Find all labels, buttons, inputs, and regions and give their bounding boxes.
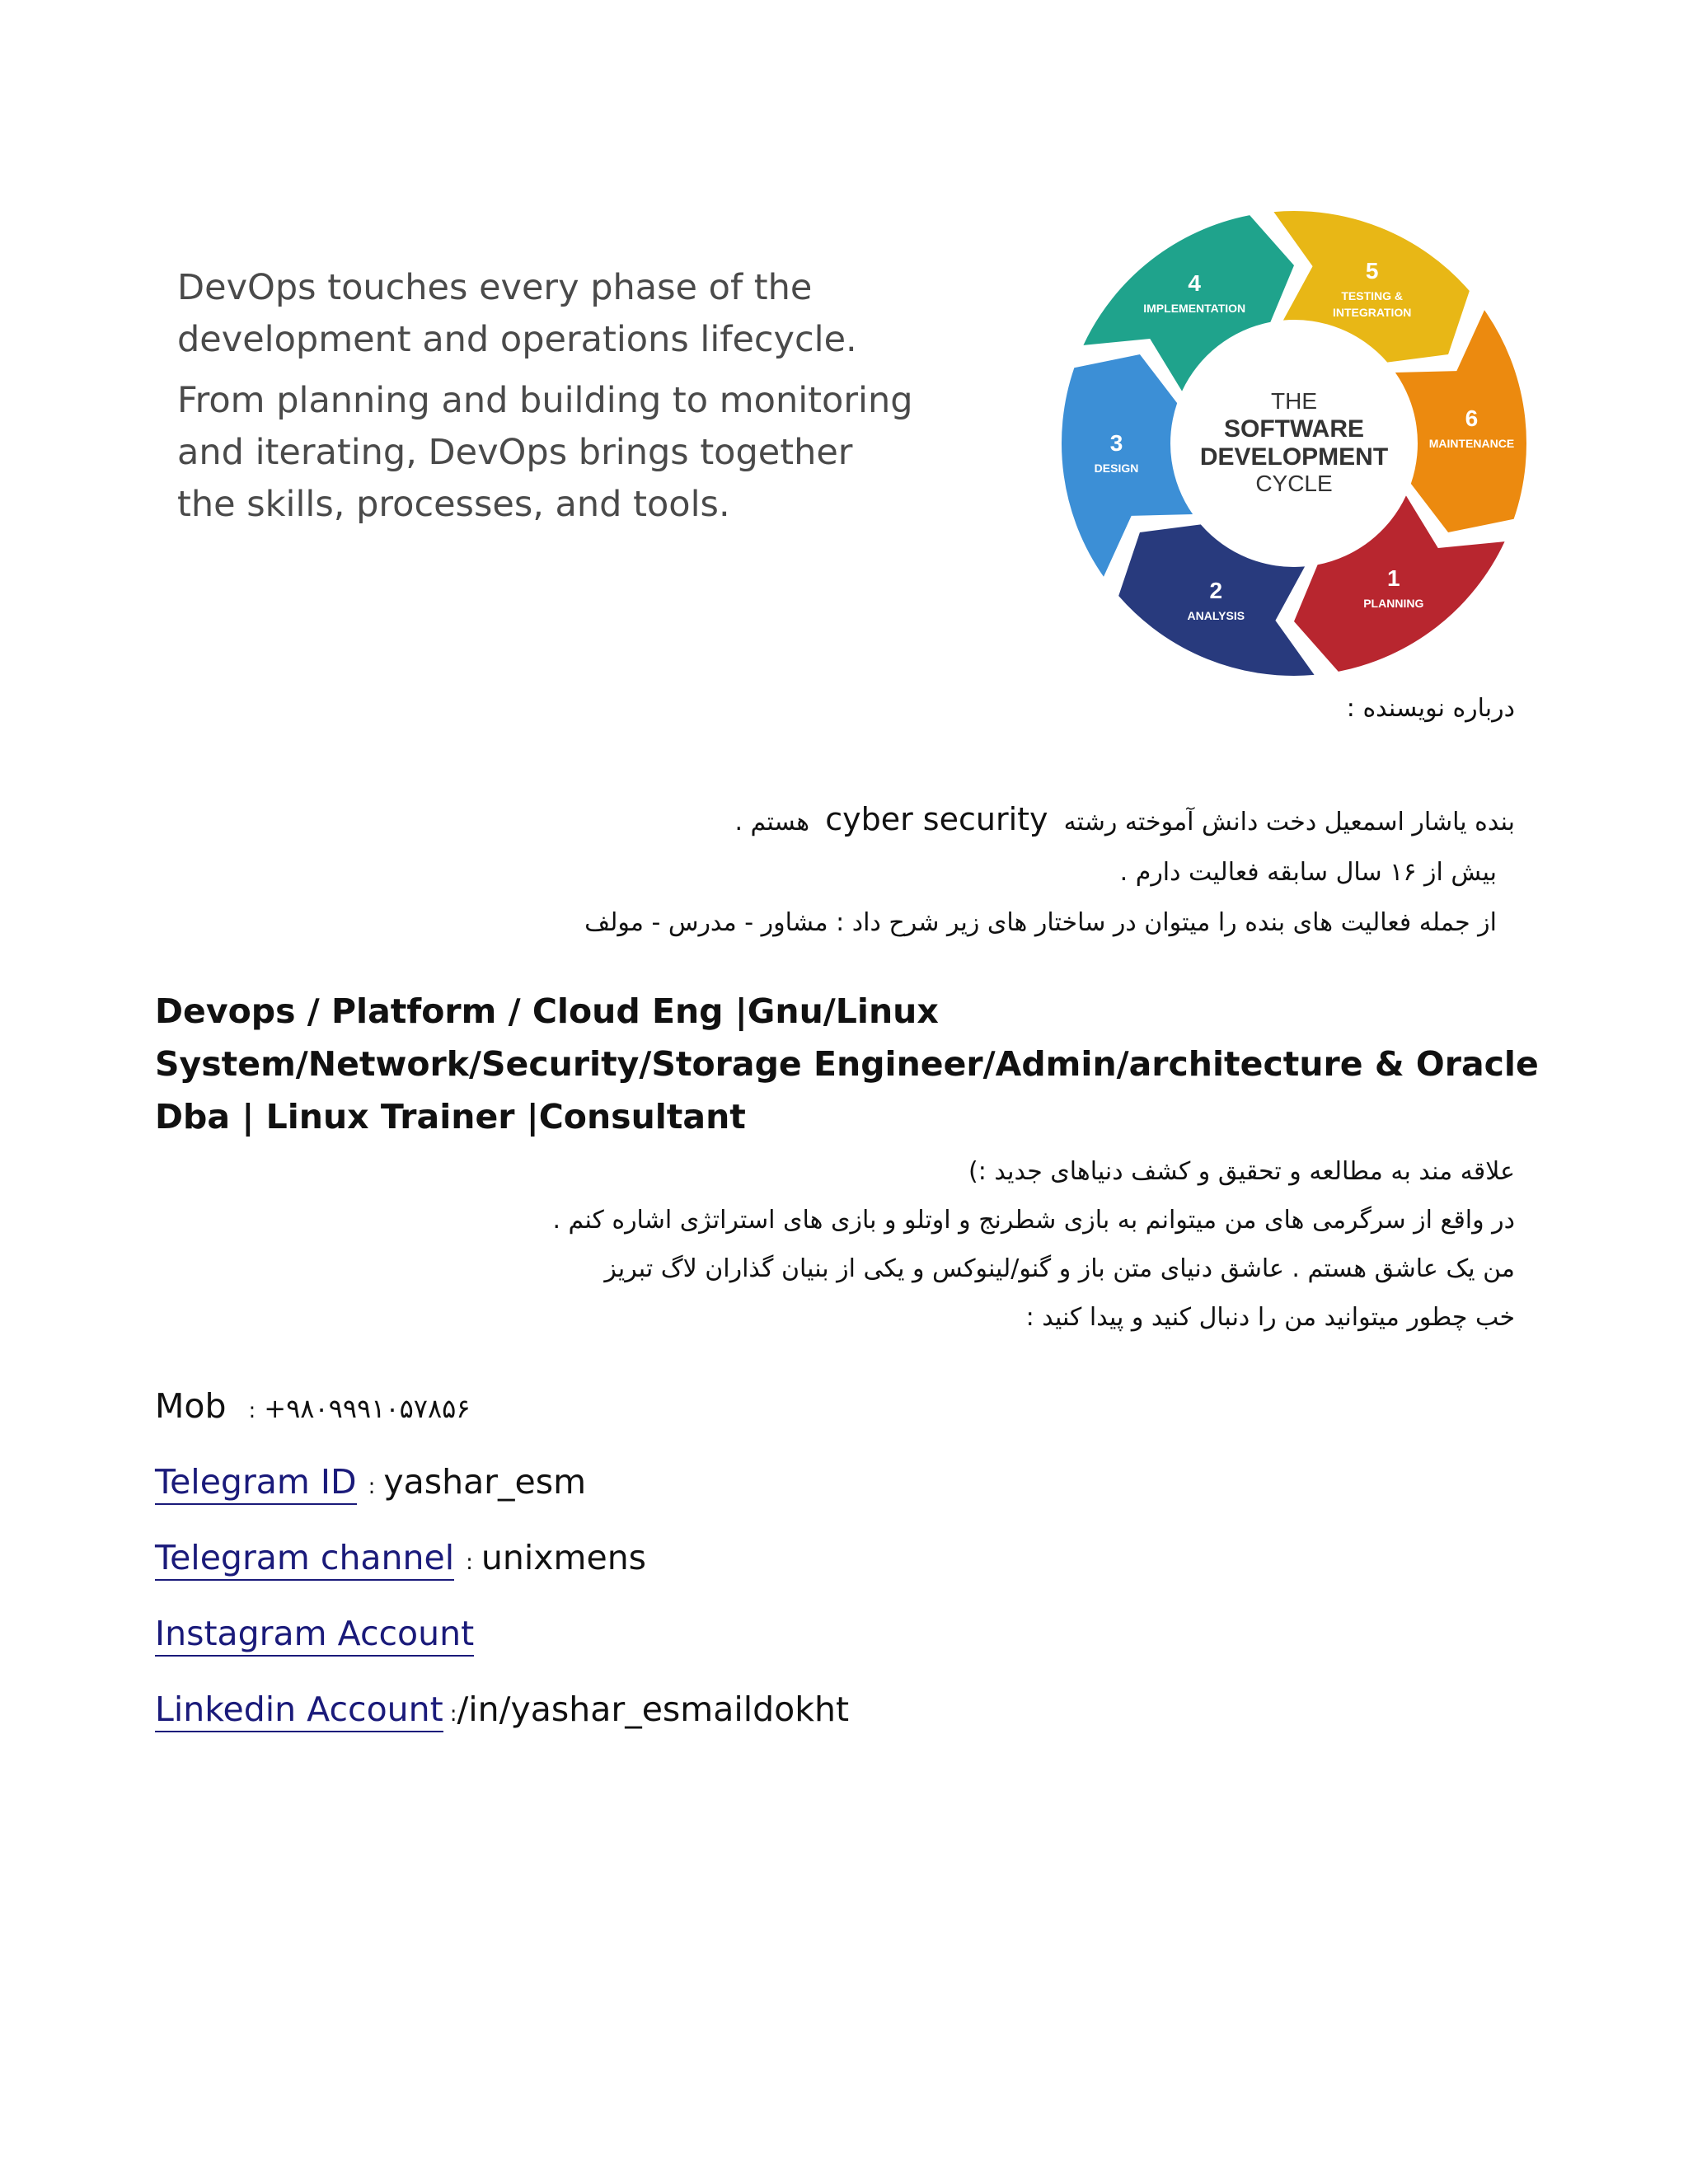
contact-linkedin — [155, 1685, 849, 1760]
intro-post: هستم . — [734, 808, 810, 837]
cycle-phase-label-3: DESIGN — [1094, 462, 1139, 476]
hero-line-2: From planning and building to monitoring and iterating, DevOps brings together the skills, processes, and tools. — [177, 380, 913, 525]
intro-field: cyber security — [825, 801, 1048, 837]
cycle-phase-number-1: 1 — [1386, 565, 1400, 592]
author-intro — [584, 794, 1515, 948]
mob-separator: : — [248, 1399, 256, 1423]
cycle-center-line-4: CYCLE — [1255, 471, 1333, 496]
cycle-phase-label2-5: INTEGRATION — [1332, 305, 1412, 319]
cycle-phase-number-5: 5 — [1365, 257, 1379, 284]
cycle-center-line-3: DEVELOPMENT — [1199, 443, 1389, 471]
cycle-phase-number-6: 6 — [1465, 405, 1479, 431]
mob-label: Mob — [155, 1386, 227, 1426]
contact-telegram-channel — [155, 1533, 849, 1609]
interests-line-3: من یک عاشق هستم . عاشق دنیای متن باز و گنو/لینوکس و یکی از بنیان گذاران لاگ تبریز — [604, 1254, 1515, 1283]
roles-heading: Devops / Platform / Cloud Eng |Gnu/Linux System/Network/Security/Storage Engineer/Admin/architecture & Oracle Dba | Linux Trainer |Consultant — [155, 991, 1539, 1137]
cycle-center-line-2: SOFTWARE — [1224, 415, 1364, 443]
telegram-id-separator: : — [368, 1474, 376, 1499]
telegram-id-link[interactable]: Telegram ID — [155, 1462, 357, 1505]
cycle-phase-number-2: 2 — [1209, 578, 1223, 604]
cycle-phase-label-4: IMPLEMENTATION — [1143, 301, 1246, 315]
contact-instagram — [155, 1609, 849, 1685]
contacts — [155, 1381, 849, 1760]
instagram-account-link[interactable]: Instagram Account — [155, 1614, 474, 1657]
linkedin-separator: : — [449, 1702, 457, 1727]
cycle-phase-number-4: 4 — [1188, 269, 1202, 296]
interests-line-2: در واقع از سرگرمی های من میتوانم به بازی شطرنج و اوتلو و بازی های استراتژی اشاره کنم . — [552, 1206, 1515, 1235]
cycle-center-line-1: THE — [1271, 388, 1317, 414]
cycle-phase-label-1: PLANNING — [1363, 597, 1424, 611]
interests-line-1: علاقه مند به مطالعه و تحقیق و کشف دنیاهای جدید :) — [968, 1157, 1515, 1186]
hero-line-1: DevOps touches every phase of the development and operations lifecycle. — [177, 267, 857, 360]
cycle-phase-number-3: 3 — [1109, 430, 1123, 457]
cycle-phase-label-5: TESTING & — [1341, 288, 1404, 302]
telegram-id-value: yashar_esm — [383, 1462, 587, 1502]
software-development-cycle-diagram — [1047, 196, 1541, 691]
about-author-title: درباره نویسنده : — [1346, 694, 1515, 723]
cycle-phase-label-6: MAINTENANCE — [1428, 436, 1515, 450]
experience-line: بیش از ۱۶ سال سابقه فعالیت دارم . — [1119, 858, 1497, 887]
linkedin-value: /in/yashar_esmaildokht — [457, 1690, 850, 1729]
interests-line-4: خب چطور میتوانید من را دنبال کنید و پیدا کنید : — [1025, 1303, 1515, 1332]
activities-line: از جمله فعالیت های بنده را میتوان در ساختار های زیر شرح داد : مشاور - مدرس - مولف — [584, 908, 1497, 937]
intro-line — [584, 794, 1515, 847]
contact-mob — [155, 1381, 849, 1457]
cycle-phase-label-2: ANALYSIS — [1187, 609, 1245, 623]
interests — [552, 1147, 1515, 1342]
telegram-channel-value: unixmens — [481, 1538, 647, 1577]
telegram-channel-link[interactable]: Telegram channel — [155, 1538, 454, 1581]
telegram-channel-separator: : — [466, 1550, 473, 1575]
contact-telegram-id — [155, 1457, 849, 1533]
intro-pre: بنده یاشار اسمعیل دخت دانش آموخته رشته — [1063, 808, 1515, 837]
mob-number: +۹۸۰۹۹۹۱۰۵۷۸۵۶ — [264, 1393, 471, 1424]
hero-text — [177, 262, 919, 540]
linkedin-account-link[interactable]: Linkedin Account — [155, 1690, 443, 1732]
